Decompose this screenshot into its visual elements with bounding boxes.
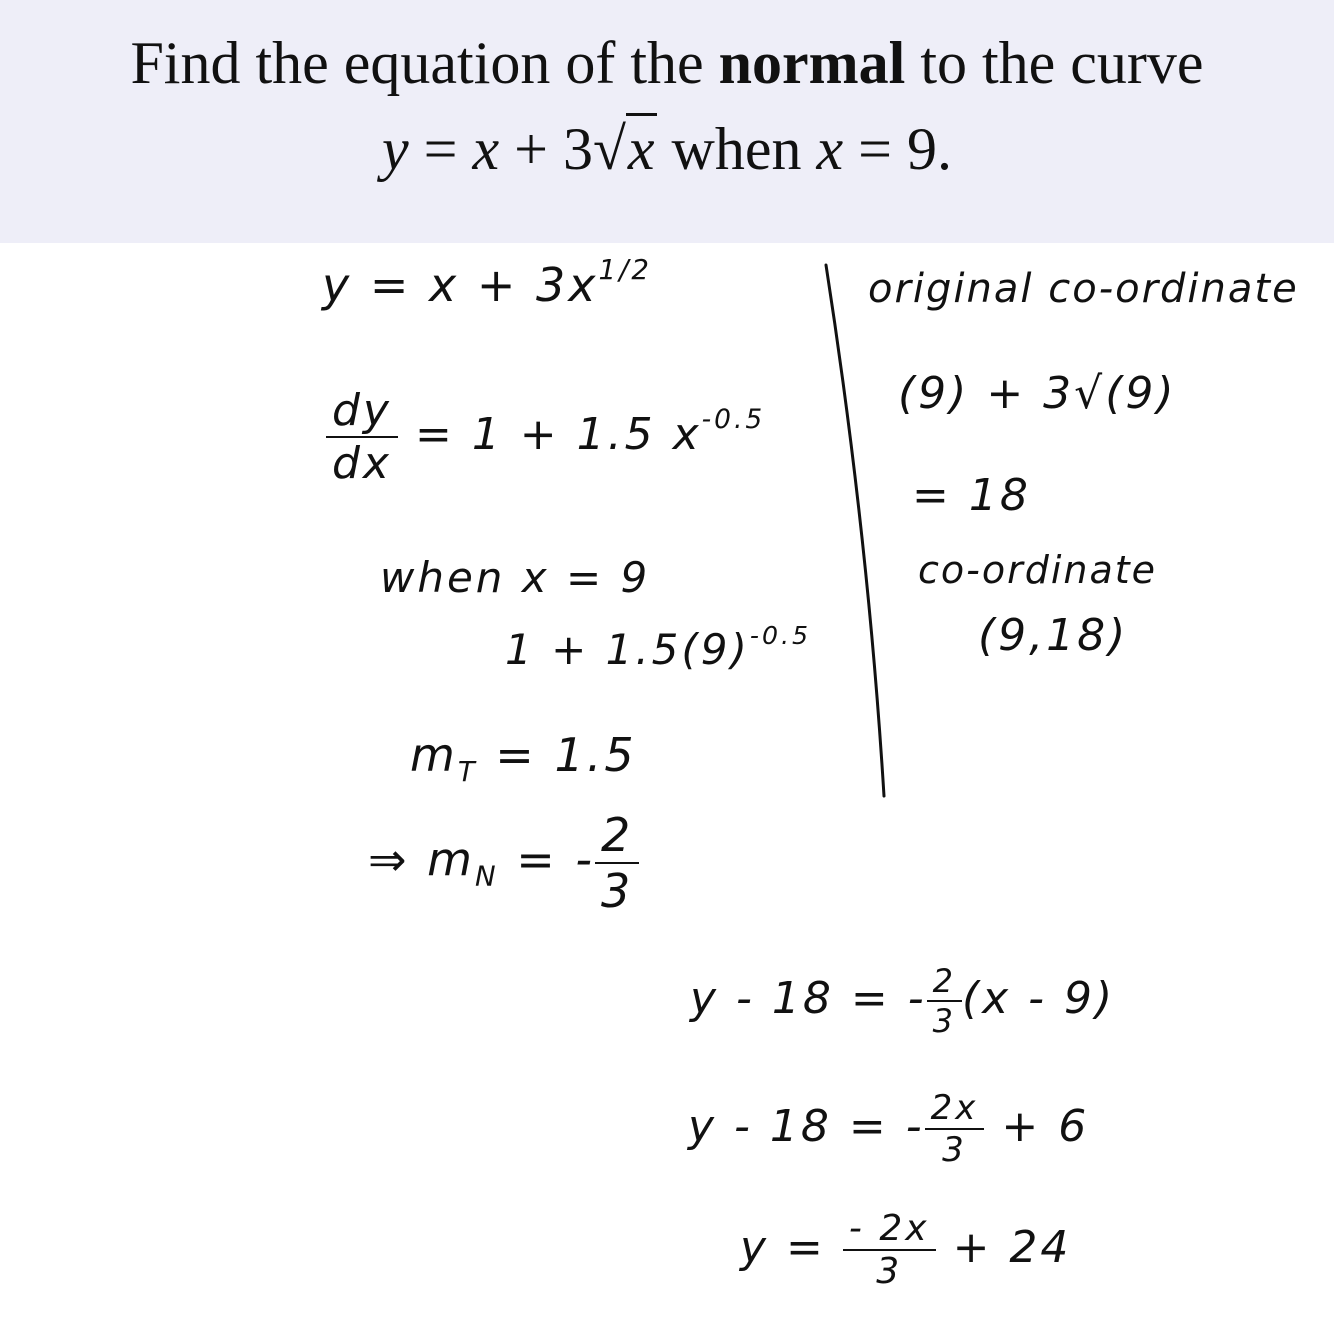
equals-minus: = - bbox=[516, 832, 596, 887]
eq-rhs: + 24 bbox=[952, 1222, 1072, 1273]
m-symbol: m bbox=[410, 728, 458, 782]
var-x: x bbox=[816, 116, 844, 182]
exponent: -0.5 bbox=[749, 620, 812, 650]
exponent: -0.5 bbox=[701, 404, 766, 436]
derivative-rhs: = 1 + 1.5 x bbox=[414, 409, 702, 460]
question-emphasis: normal bbox=[718, 30, 906, 96]
substitution-expr: 1 + 1.5(9) bbox=[505, 625, 750, 674]
sqrt-sign: √ bbox=[592, 116, 626, 182]
subscript-t: T bbox=[457, 755, 478, 789]
fraction bbox=[843, 1208, 936, 1292]
numerator: 2 bbox=[927, 962, 962, 1002]
numerator: 2x bbox=[925, 1088, 985, 1130]
work-line-normal-eq-final bbox=[740, 1208, 1071, 1292]
eq-rhs: (x - 9) bbox=[961, 973, 1116, 1024]
denominator: 3 bbox=[601, 864, 634, 918]
fraction bbox=[925, 1088, 985, 1170]
numerator: 2 bbox=[595, 808, 639, 864]
subscript-n: N bbox=[474, 859, 499, 893]
work-line-normal-eq-2 bbox=[688, 1088, 1089, 1170]
work-line-when: when x = 9 bbox=[380, 553, 651, 602]
denominator: 3 bbox=[942, 1130, 967, 1170]
var-x: x bbox=[472, 116, 500, 182]
work-right-point: (9,18) bbox=[978, 610, 1129, 661]
work-right-heading: original co-ordinate bbox=[868, 266, 1299, 312]
m-symbol: m bbox=[427, 832, 475, 887]
eq-lhs: y = bbox=[740, 1222, 826, 1273]
exponent-half: 1/2 bbox=[598, 253, 652, 287]
fraction bbox=[927, 962, 962, 1040]
question-text: Find the equation of the bbox=[130, 30, 719, 96]
equals: = bbox=[408, 116, 473, 182]
denominator: 3 bbox=[876, 1251, 903, 1292]
curve-equation: y = x + 3x bbox=[322, 258, 599, 312]
when-text: when bbox=[656, 116, 817, 182]
question-text: to the curve bbox=[905, 30, 1204, 96]
dy: dy bbox=[326, 385, 398, 438]
plus-three: + 3 bbox=[499, 116, 593, 182]
tangent-value: = 1.5 bbox=[495, 728, 637, 782]
work-right-label: co-ordinate bbox=[918, 548, 1158, 592]
eq-rhs: + 6 bbox=[1001, 1101, 1090, 1152]
work-right-result: = 18 bbox=[912, 470, 1031, 521]
denominator: 3 bbox=[932, 1002, 956, 1040]
eq-lhs: y - 18 = - bbox=[688, 1101, 925, 1152]
dx: dx bbox=[332, 438, 392, 489]
value-text: = 9. bbox=[843, 116, 952, 182]
implies-arrow-icon: ⇒ bbox=[368, 832, 410, 887]
eq-lhs: y - 18 = - bbox=[690, 973, 927, 1024]
work-right-substitution: (9) + 3√(9) bbox=[898, 368, 1177, 419]
numerator: - 2x bbox=[843, 1208, 936, 1251]
work-line-normal-eq-1 bbox=[690, 962, 1115, 1040]
sqrt-argument: x bbox=[626, 113, 657, 182]
var-y: y bbox=[382, 116, 409, 182]
